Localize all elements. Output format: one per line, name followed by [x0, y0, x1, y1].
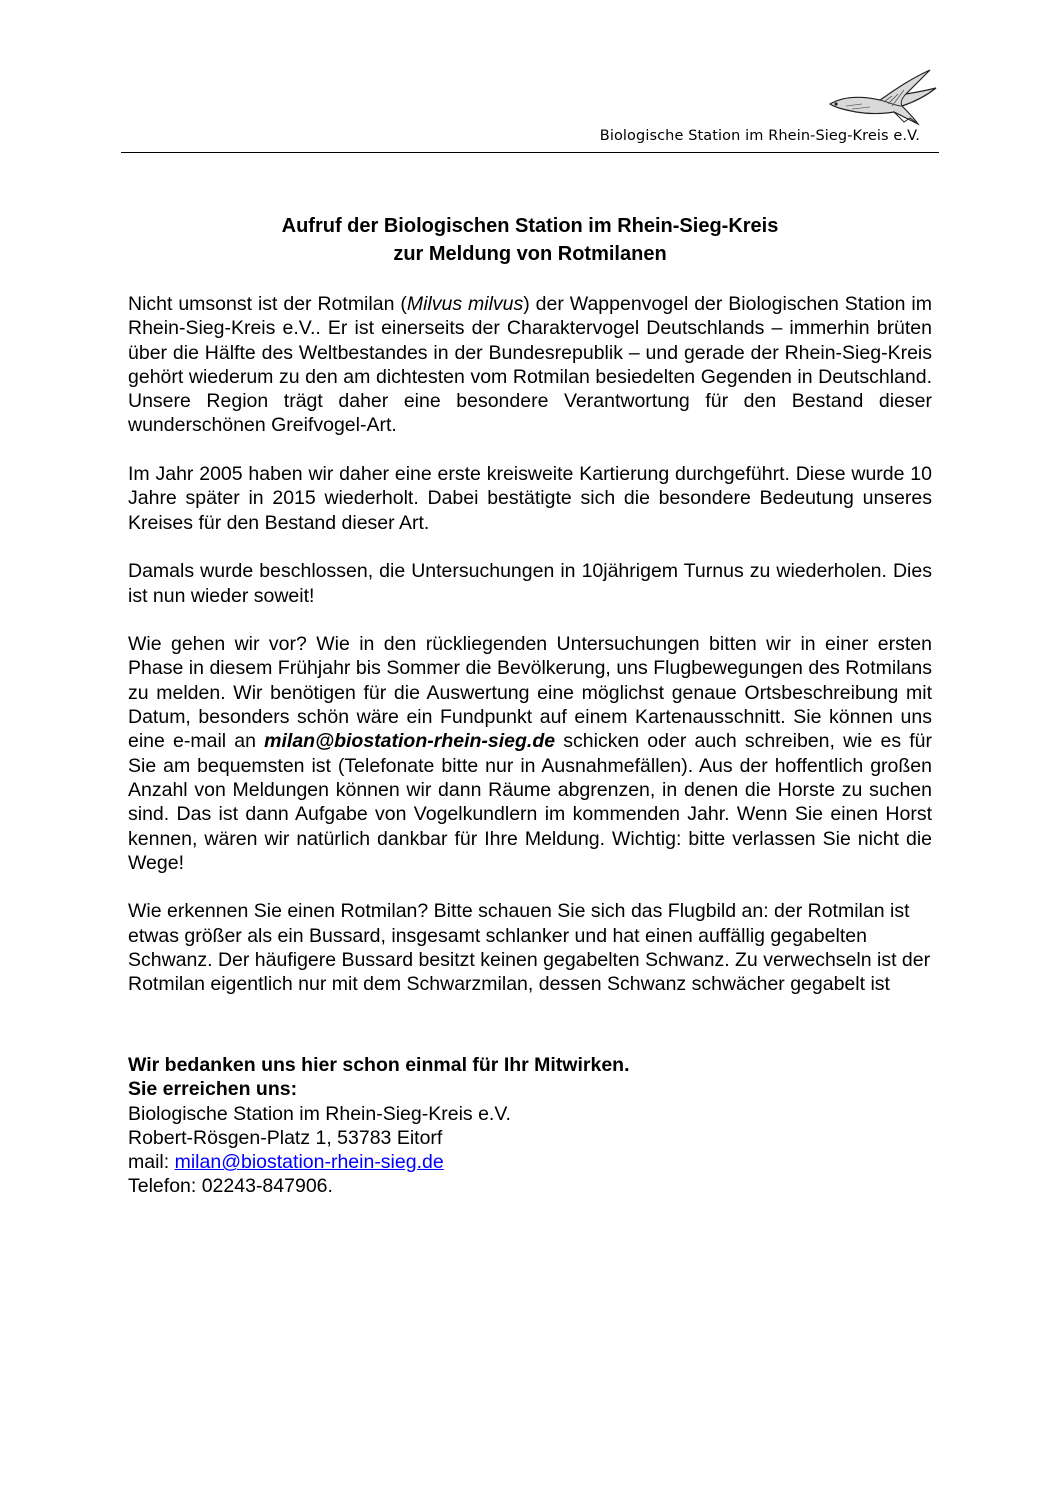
- contact-phone: Telefon: 02243-847906.: [128, 1175, 333, 1198]
- thanks-line: Wir bedanken uns hier schon einmal für Ihr Mitwirken.: [128, 1054, 630, 1076]
- contact-mail: [128, 1150, 932, 1174]
- red-kite-bird-logo: [822, 66, 940, 128]
- species-name: Milvus milvus: [406, 293, 524, 315]
- paragraph-method-text-a: Wie gehen wir vor? Wie in den rückliegenden Untersuchungen bitten wir in einer ersten Phase in diesem Frühjahr bis Sommer die Bevölkerung, uns Flugbewegungen des Rotmilans zu melden. Wir benötigen für die Auswertung eine möglichst genaue Ortsbeschreibung mit Datum, besonders schön wäre ein Fundpunkt auf einem Kartenausschnitt. Sie können uns eine e-mail an: [128, 633, 932, 753]
- header-organization-name: Biologische Station im Rhein-Sieg-Kreis e.V.: [599, 128, 920, 144]
- title-line-2: zur Meldung von Rotmilanen: [393, 243, 667, 265]
- paragraph-intro: [128, 292, 932, 438]
- paragraph-history: Im Jahr 2005 haben wir daher eine erste kreisweite Kartierung durchgeführt. Diese wurde 10 Jahre später in 2015 wiederholt. Dabei bestätigte sich die besondere Bedeutung unseres Kreises für den Bestand dieser Art.: [128, 463, 932, 534]
- contact-address: Robert-Rösgen-Platz 1, 53783 Eitorf: [128, 1126, 443, 1149]
- contact-block: [128, 1053, 932, 1199]
- email-inline[interactable]: milan@biostation-rhein-sieg.de: [264, 730, 556, 753]
- contact-heading: Sie erreichen uns:: [128, 1078, 298, 1101]
- paragraph-identification: Wie erkennen Sie einen Rotmilan? Bitte schauen Sie sich das Flugbild an: der Rotmilan ist etwas größer als ein Bussard, insgesamt schlanker und hat einen auffällig gegabelten Schwanz. Der häufigere Bussard besitzt keinen gegabelten Schwanz. Zu verwechseln ist der Rotmilan eigentlich nur mit dem Schwarzmilan, dessen Schwanz schwächer gegabelt ist: [128, 900, 931, 996]
- paragraph-schedule: Damals wurde beschlossen, die Untersuchungen in 10jährigem Turnus zu wiederholen. Dies ist nun wieder soweit!: [128, 560, 932, 607]
- body-text: [128, 292, 932, 1021]
- contact-org: Biologische Station im Rhein-Sieg-Kreis e.V.: [128, 1102, 511, 1125]
- document-title: [128, 212, 932, 268]
- header-divider: [121, 152, 939, 153]
- paragraph-method: [128, 632, 932, 875]
- mail-link[interactable]: milan@biostation-rhein-sieg.de: [174, 1151, 444, 1174]
- paragraph-method-text-b: schicken oder auch schreiben, wie es für Sie am bequemsten ist (Telefonate bitte nur in Ausnahmefällen). Aus der hoffentlich großen Anzahl von Meldungen können wir dann Räume abgrenzen, in denen die Horste zu suchen sind. Das ist dann Aufgabe von Vogelkundlern im kommenden Jahr. Wenn Sie einen Horst kennen, wären wir natürlich dankbar für Ihre Meldung. Wichtig: bitte verlassen Sie nicht die Wege!: [128, 730, 932, 874]
- title-line-1: Aufruf der Biologischen Station im Rhein-Sieg-Kreis: [281, 215, 779, 237]
- paragraph-intro-text-a: Nicht umsonst ist der Rotmilan (: [128, 293, 407, 315]
- paragraph-intro-text-b: ) der Wappenvogel der Biologischen Station im Rhein-Sieg-Kreis e.V.. Er ist einerseits der Charaktervogel Deutschlands – immerhin brüten über die Hälfte des Weltbestandes in der Bundesrepublik – und gerade der Rhein-Sieg-Kreis gehört wiederum zu den am dichtesten vom Rotmilan besiedelten Gegenden in Deutschland. Unsere Region trägt daher eine besondere Verantwortung für den Bestand dieser wunderschönen Greifvogel-Art.: [128, 293, 932, 437]
- mail-label: mail:: [128, 1151, 175, 1174]
